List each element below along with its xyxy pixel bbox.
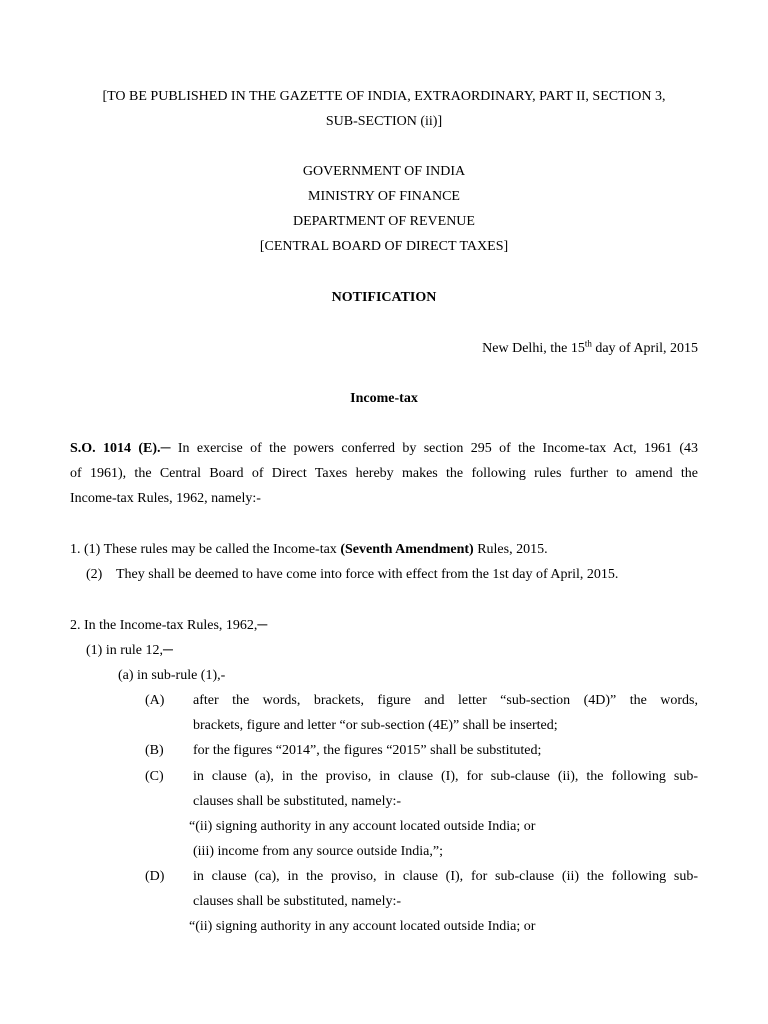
clause-d-line2: clauses shall be substituted, namely:- xyxy=(193,894,402,909)
date-suffix: day of April, 2015 xyxy=(591,341,698,356)
clause-label-d: (D) xyxy=(145,869,165,884)
rule1-para2-text: They shall be deemed to have come into force with effect from the 1st day of April, 2015. xyxy=(116,567,619,582)
date-prefix: New Delhi, the 15 xyxy=(482,341,585,356)
ministry-heading: MINISTRY OF FINANCE xyxy=(308,189,460,204)
clause-label-c: (C) xyxy=(145,769,164,784)
clause-a-line2: brackets, figure and letter “or sub-section (4E)” shall be inserted; xyxy=(193,718,558,733)
rule1-para1-prefix: 1. (1) These rules may be called the Income-tax xyxy=(70,542,341,557)
rule2-intro: 2. In the Income-tax Rules, 1962,─ xyxy=(70,618,268,633)
clause-label-a: (A) xyxy=(145,693,165,708)
preamble-line1-text: ─ In exercise of the powers conferred by section 295 of the Income-tax Act, 1961 (43 xyxy=(160,441,698,456)
preamble-line3: Income-tax Rules, 1962, namely:- xyxy=(70,491,261,506)
clause-label-b: (B) xyxy=(145,743,164,758)
rule1-para1-suffix: Rules, 2015. xyxy=(473,542,548,557)
preamble-line2: of 1961), the Central Board of Direct Taxes hereby makes the following rules further to amend the xyxy=(70,466,698,481)
preamble-line1 xyxy=(70,440,698,457)
clause-a-line1: after the words, brackets, figure and letter “sub-section (4D)” the words, xyxy=(193,693,698,708)
notification-date xyxy=(482,340,698,357)
clause-d-line3: “(ii) signing authority in any account located outside India; or xyxy=(189,919,536,934)
clause-b-line1: for the figures “2014”, the figures “2015” shall be substituted; xyxy=(193,743,542,758)
department-heading: DEPARTMENT OF REVENUE xyxy=(293,214,475,229)
date-ordinal: th xyxy=(584,338,592,349)
rule2-sub1: (1) in rule 12,─ xyxy=(86,643,173,658)
board-heading: [CENTRAL BOARD OF DIRECT TAXES] xyxy=(259,239,509,254)
rule1-para2-label: (2) xyxy=(86,567,103,582)
rule1-amendment-name: (Seventh Amendment) xyxy=(340,542,474,557)
government-heading: GOVERNMENT OF INDIA xyxy=(302,164,466,179)
gazette-heading-line1: [TO BE PUBLISHED IN THE GAZETTE OF INDIA, EXTRAORDINARY, PART II, SECTION 3, xyxy=(102,89,666,104)
clause-c-line1: in clause (a), in the proviso, in clause (I), for sub-clause (ii), the following sub- xyxy=(193,769,698,784)
rule1-para1 xyxy=(70,541,548,558)
so-number: S.O. 1014 (E). xyxy=(70,441,161,456)
rule2-suba: (a) in sub-rule (1),- xyxy=(118,668,226,683)
notification-title: NOTIFICATION xyxy=(331,290,437,305)
clause-d-line1: in clause (ca), in the proviso, in clause (I), for sub-clause (ii) the following sub- xyxy=(193,869,698,884)
clause-c-line4: (iii) income from any source outside India,”; xyxy=(193,844,443,859)
gazette-heading-line2: SUB-SECTION (ii)] xyxy=(325,114,443,129)
clause-c-line2: clauses shall be substituted, namely:- xyxy=(193,794,402,809)
subject-title: Income-tax xyxy=(350,391,418,406)
clause-c-line3: “(ii) signing authority in any account located outside India; or xyxy=(189,819,536,834)
